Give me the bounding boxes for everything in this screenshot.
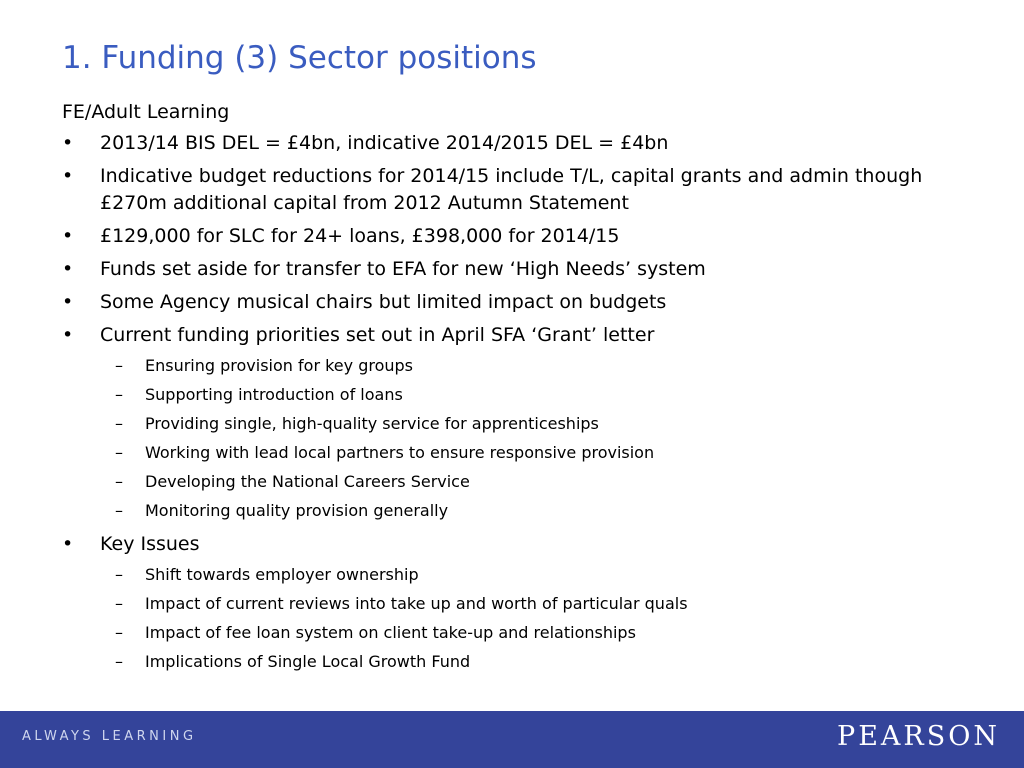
sub-bullet-text: Shift towards employer ownership	[145, 565, 419, 584]
slide-content	[62, 97, 962, 682]
bullet-item	[62, 322, 962, 525]
sub-bullet-text: Impact of fee loan system on client take-up and relationships	[145, 623, 636, 642]
bullet-list	[62, 130, 962, 676]
sub-bullet-item	[62, 409, 962, 438]
sub-bullet-item	[62, 380, 962, 409]
footer-bar	[0, 711, 1024, 768]
bullet-item	[62, 130, 962, 157]
bullet-text: Funds set aside for transfer to EFA for new ‘High Needs’ system	[100, 258, 706, 280]
bullet-item	[62, 223, 962, 250]
bullet-item	[62, 289, 962, 316]
bullet-marker: •	[62, 165, 74, 187]
sub-bullet-text: Impact of current reviews into take up and worth of particular quals	[145, 594, 688, 613]
bullet-item	[62, 163, 962, 217]
sub-bullet-marker: –	[115, 472, 123, 491]
bullet-marker: •	[62, 533, 74, 555]
bullet-text: Indicative budget reductions for 2014/15 include T/L, capital grants and admin though £270m additional capital from 2012 Autumn Statement	[100, 165, 923, 214]
sub-bullet-text: Working with lead local partners to ensure responsive provision	[145, 443, 655, 462]
sub-bullet-text: Supporting introduction of loans	[145, 385, 403, 404]
section-heading: FE/Adult Learning	[62, 101, 230, 123]
sub-bullet-text: Implications of Single Local Growth Fund	[145, 652, 471, 671]
bullet-marker: •	[62, 324, 74, 346]
sub-bullet-text: Monitoring quality provision generally	[145, 501, 449, 520]
bullet-text: Some Agency musical chairs but limited impact on budgets	[100, 291, 667, 313]
bullet-item	[62, 531, 962, 676]
sub-bullet-item	[62, 438, 962, 467]
bullet-marker: •	[62, 132, 74, 154]
sub-bullet-marker: –	[115, 414, 123, 433]
sub-bullet-marker: –	[115, 385, 123, 404]
sub-bullet-text: Ensuring provision for key groups	[145, 356, 413, 375]
sub-bullet-marker: –	[115, 356, 123, 375]
sub-bullet-item	[62, 351, 962, 380]
bullet-text: Key Issues	[100, 533, 200, 555]
sub-bullet-item	[62, 589, 962, 618]
sub-bullet-marker: –	[115, 501, 123, 520]
sub-bullet-marker: –	[115, 652, 123, 671]
bullet-item	[62, 256, 962, 283]
bullet-marker: •	[62, 258, 74, 280]
bullet-marker: •	[62, 225, 74, 247]
bullet-marker: •	[62, 291, 74, 313]
bullet-text: 2013/14 BIS DEL = £4bn, indicative 2014/2015 DEL = £4bn	[100, 132, 669, 154]
footer-tagline: ALWAYS LEARNING	[22, 729, 197, 744]
sub-bullet-item	[62, 618, 962, 647]
pearson-logo: PEARSON	[837, 721, 1000, 752]
sub-bullet-text: Providing single, high-quality service for apprenticeships	[145, 414, 599, 433]
sub-bullet-marker: –	[115, 594, 123, 613]
slide-title: 1. Funding (3) Sector positions	[62, 40, 537, 76]
sub-bullet-text: Developing the National Careers Service	[145, 472, 470, 491]
sub-bullet-item	[62, 467, 962, 496]
sub-bullet-item	[62, 560, 962, 589]
sub-bullet-marker: –	[115, 623, 123, 642]
sub-bullet-marker: –	[115, 565, 123, 584]
bullet-text: Current funding priorities set out in April SFA ‘Grant’ letter	[100, 324, 655, 346]
sub-bullet-item	[62, 647, 962, 676]
sub-bullet-list	[100, 351, 962, 525]
bullet-text: £129,000 for SLC for 24+ loans, £398,000 for 2014/15	[100, 225, 620, 247]
sub-bullet-list	[100, 560, 962, 676]
sub-bullet-marker: –	[115, 443, 123, 462]
sub-bullet-item	[62, 496, 962, 525]
